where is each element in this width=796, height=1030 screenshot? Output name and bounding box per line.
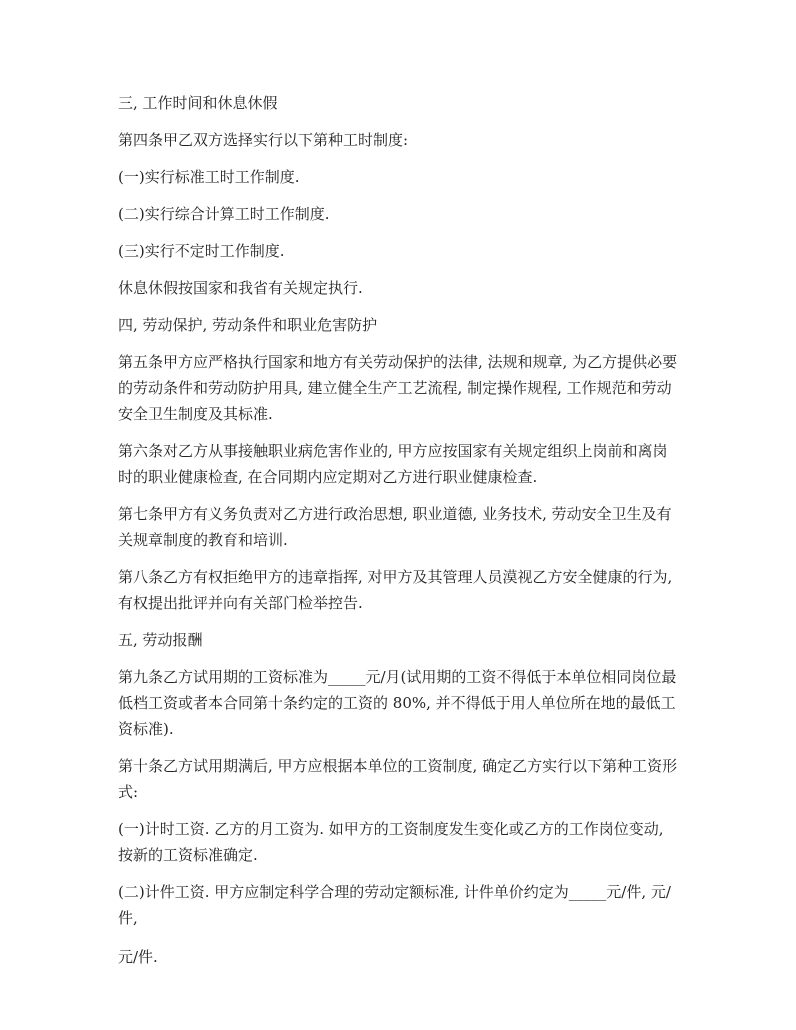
article-10: 第十条乙方试用期满后, 甲方应根据本单位的工资制度, 确定乙方实行以下第种工资形式: [118, 757, 678, 801]
article-8: 第八条乙方有权拒绝甲方的违章指挥, 对甲方及其管理人员漠视乙方安全健康的行为, 有权提出批评并向有关部门检举控告. [118, 568, 673, 612]
document-body [118, 90, 678, 981]
article-10-option-2: (二)计件工资. 甲方应制定科学合理的劳动定额标准, 计件单价约定为_____元/件, 元/件, [118, 883, 671, 927]
article-4-option-2: (二)实行综合计算工时工作制度. [118, 205, 330, 223]
article-7: 第七条甲方有义务负责对乙方进行政治思想, 职业道德, 业务技术, 劳动安全卫生及有关规章制度的教育和培训. [118, 505, 672, 549]
article-6: 第六条对乙方从事接触职业病危害作业的, 甲方应按国家有关规定组织上岗前和离岗时的职业健康检查, 在合同期内应定期对乙方进行职业健康检查. [118, 442, 668, 486]
article-10-option-1: (一)计时工资. 乙方的月工资为. 如甲方的工资制度发生变化或乙方的工作岗位变动, 按新的工资标准确定. [118, 820, 664, 864]
article-4-option-1: (一)实行标准工时工作制度. [118, 168, 300, 186]
section-heading-5: 五, 劳动报酬 [118, 631, 203, 649]
article-9: 第九条乙方试用期的工资标准为_____元/月(试用期的工资不得低于本单位相同岗位最低档工资或者本合同第十条约定的工资的 80%, 并不得低于用人单位所在地的最低工资标准). [118, 668, 677, 738]
rest-leave-clause: 休息休假按国家和我省有关规定执行. [118, 279, 363, 297]
article-4: 第四条甲乙双方选择实行以下第种工时制度: [118, 131, 409, 149]
article-5: 第五条甲方应严格执行国家和地方有关劳动保护的法律, 法规和规章, 为乙方提供必要的劳动条件和劳动防护用具, 建立健全生产工艺流程, 制定操作规程, 工作规范和劳动安全卫生制度及其标准. [118, 353, 678, 423]
article-10-option-2-continued: 元/件. [118, 948, 158, 966]
article-4-option-3: (三)实行不定时工作制度. [118, 242, 285, 260]
section-heading-3: 三, 工作时间和休息休假 [118, 94, 278, 112]
section-heading-4: 四, 劳动保护, 劳动条件和职业危害防护 [118, 316, 378, 334]
